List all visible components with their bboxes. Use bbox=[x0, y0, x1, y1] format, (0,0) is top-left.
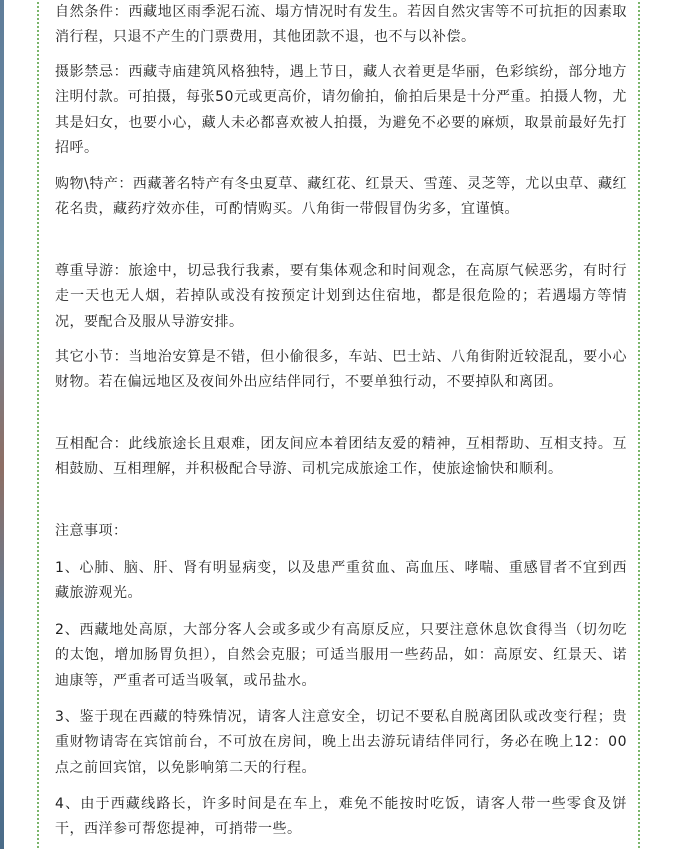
note-item-4: 4、由于西藏线路长，许多时间是在车上，难免不能按时吃饭，请客人带一些零食及饼干，西洋参可帮您提神，可捎带一些。 bbox=[55, 796, 627, 838]
paragraph-photography-taboos: 摄影禁忌：西藏寺庙建筑风格独特，遇上节日，藏人衣着更是华丽，色彩缤纷，部分地方注明付款。可拍摄，每张50元或更高价，请勿偷拍，偷拍后果是十分严重。拍摄人物，尤其是妇女，也要小心，藏人未必都喜欢被人拍摄，为避免不必要的麻烦，取景前最好先打招呼。 bbox=[55, 64, 627, 157]
paragraph-shopping-specialties: 购物\特产：西藏著名特产有冬虫夏草、藏红花、红景天、雪莲、灵芝等，尤以虫草、藏红花名贵，藏药疗效亦佳，可酌情购买。八角街一带假冒伪劣多，宜谨慎。 bbox=[55, 176, 627, 218]
notes-heading: 注意事项： bbox=[55, 523, 128, 539]
note-item-1: 1、心肺、脑、肝、肾有明显病变，以及患严重贫血、高血压、哮喘、重感冒者不宜到西藏旅游观光。 bbox=[55, 560, 627, 602]
note-item-3: 3、鉴于现在西藏的特殊情况，请客人注意安全，切记不要私自脱离团队或改变行程；贵重财物请寄在宾馆前台，不可放在房间，晚上出去游玩请结伴同行，务必在晚上12：00点之前回宾馆，以免影响第二天的行程。 bbox=[55, 709, 627, 776]
paragraph-respect-guide: 尊重导游：旅途中，切忌我行我素，要有集体观念和时间观念，在高原气候恶劣，有时行走一天也无人烟，若掉队或没有按预定计划到达住宿地，都是很危险的；若遇塌方等情况，要配合及服从导游安排。 bbox=[55, 263, 627, 330]
paragraph-mutual-cooperation: 互相配合：此线旅途长且艰难，团友间应本着团结友爱的精神，互相帮助、互相支持。互相鼓励、互相理解，并积极配合导游、司机完成旅途工作，使旅途愉快和顺利。 bbox=[55, 436, 627, 478]
paragraph-natural-conditions: 自然条件：西藏地区雨季泥石流、塌方情况时有发生。若因自然灾害等不可抗拒的因素取消行程，只退不产生的门票费用，其他团款不退，也不与以补偿。 bbox=[55, 4, 627, 46]
note-item-2: 2、西藏地处高原，大部分客人会或多或少有高原反应，只要注意休息饮食得当（切勿吃的太饱，增加肠胃负担），自然会克服；可适当服用一些药品，如：高原安、红景天、诺迪康等，严重者可适当吸氧，或吊盐水。 bbox=[55, 622, 627, 689]
left-edge-strip bbox=[0, 0, 4, 849]
paragraph-other-details: 其它小节：当地治安算是不错，但小偷很多，车站、巴士站、八角街附近较混乱，要小心财物。若在偏远地区及夜间外出应结伴同行，不要单独行动，不要掉队和离团。 bbox=[55, 349, 627, 391]
